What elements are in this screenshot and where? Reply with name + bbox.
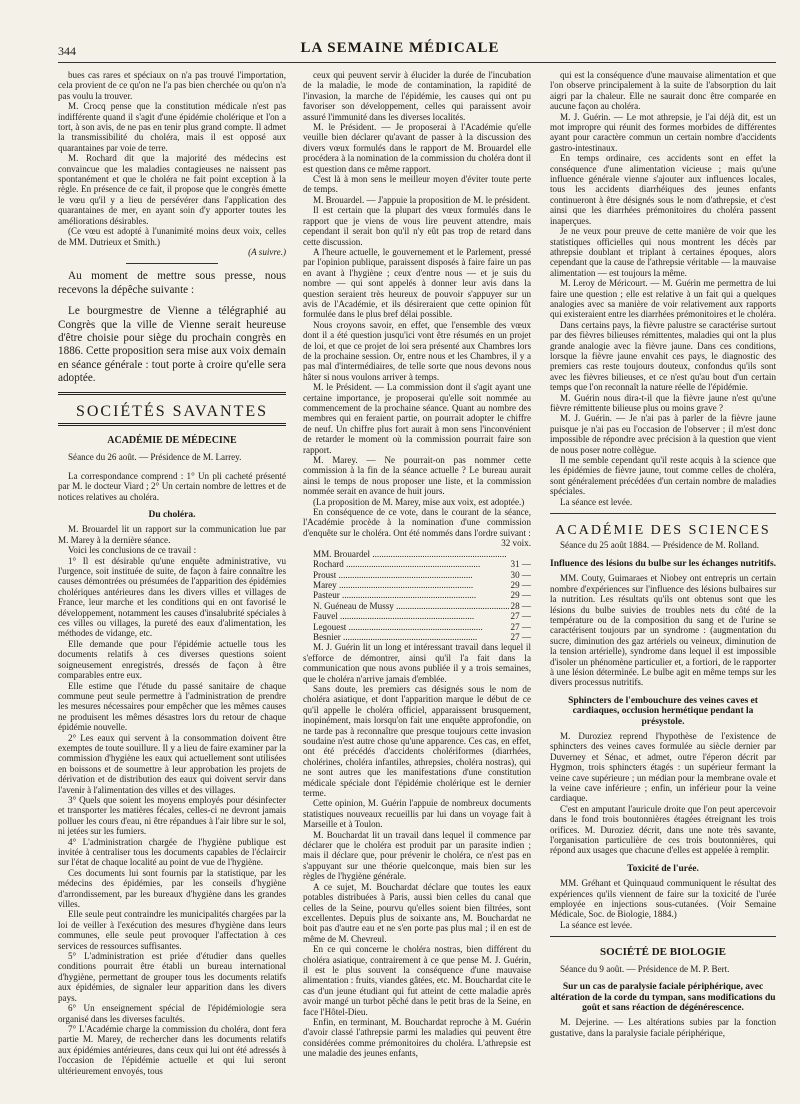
- vote-count: 27 —: [510, 621, 531, 632]
- paragraph: M. J. Guérin. — Le mot athrepsie, je l'ai déjà dit, est un mot impropre qui réunit des formes morbides de différentes ayant pour caractère commun un certain nombre d'accidents gastro-intestinaux.: [550, 111, 776, 153]
- paragraph: M. J. Guérin. — Je n'ai pas à parler de la fièvre jaune puisque je n'ai pas eu l'occasion de l'observer ; il m'est donc impossible de répondre avec précision à la question que vient de nous poser notre collègue.: [550, 413, 776, 455]
- journal-title: LA SEMAINE MÉDICALE: [300, 40, 500, 56]
- paragraph: La correspondance comprend : 1° Un pli cacheté présenté par M. le docteur Viard ; 2° Un certain nombre de lettres et de notices relatives au choléra.: [58, 470, 286, 502]
- vote-count: 31 —: [510, 559, 531, 570]
- paragraph: M. Dejerine. — Les altérations subies par la fonction gustative, dans la paralysie faciale périphérique,: [550, 1017, 776, 1038]
- paragraph: Elle seule peut contraindre les municipalités chargées par la loi de veiller à l'exécution des mesures d'hygiène dans leurs communes, elle seule peut provoquer l'affectation à ces services de ressources suffisantes.: [58, 909, 286, 951]
- paragraph: M. Brouardel. — J'appuie la proposition de M. le président.: [313, 194, 531, 205]
- paragraph: bues cas rares et spéciaux on n'a pas trouvé l'importation, cela provient de ce qu'on ne l'a pas bien cherchée ou qu'on n'a pas voulu la trouver.: [58, 70, 286, 101]
- paragraph: Elle estime que l'étude du passé sanitaire de chaque commune peut seule permettre à l'administration de prendre les mesures nécessaires pour empêcher que les mêmes causes ne produisent les mêmes désastres lors du retour de chaque épidémie nouvelle.: [58, 680, 286, 733]
- divider: [126, 263, 217, 264]
- paragraph: M. Brouardel lit un rapport sur la communication lue par M. Marey à la dernière séance.: [58, 524, 286, 545]
- paragraph: Il est certain que la plupart des vœux formulés dans le rapport que je viens de vous lire peuvent attendre, mais cependant il serait bon qu'il n'y eût pas trop de retard dans cette discussion.: [303, 205, 531, 247]
- vote-row: [303, 590, 531, 600]
- votes-header: 32 voix.: [501, 538, 531, 549]
- paragraph: Enfin, en terminant, M. Bouchardat reproche à M. Guérin d'avoir classé l'athrepsie parmi les maladies qui peuvent être considérées comme prémonitoires du choléra. L'athrepsie est une maladie des jeunes enfants,: [303, 1016, 531, 1059]
- paragraph: M. Leroy de Méricourt. — M. Guérin me permettra de lui faire une question ; elle est relative à un fait qui a quelques analogies avec sa manière de voir relativement aux rapports qui existeraient entre les diarrhées prémonitoires et le choléra.: [550, 278, 776, 320]
- paragraph: En temps ordinaire, ces accidents sont en effet la conséquence d'une alimentation vicieuse ; mais qu'une influence générale vienne s'ajouter aux influences locales, tous les accidents diarrhéiques des jeunes enfants continueront à être désignés sous le nom d'athrepsie, et c'est ainsi que les diarrhées prémonitoires du choléra passent inaperçues.: [550, 153, 776, 226]
- column-1: [58, 70, 286, 1090]
- divider: [550, 513, 776, 514]
- divider: [58, 423, 286, 426]
- divider: [550, 936, 776, 937]
- vote-row: [303, 549, 531, 559]
- paragraph: 1° Il est désirable qu'une enquête administrative, vu l'urgence, soit instituée de suite, de façon à faire connaître les causes démontrées ou présumées de l'apparition des épidémies cholériques antérieures dans les divers villes et villages de France, leur marche et les conditions qui en ont favorisé le développement, notamment les causes d'insalubrité spéciales à ces villes ou villages, la pureté des eaux d'alimentation, les méthodes de vidange, etc.: [58, 555, 286, 639]
- vote-row: [303, 611, 531, 621]
- session-line: Séance du 26 août. — Présidence de M. Larrey.: [68, 452, 242, 463]
- vote-name: MM. Brouardel .....: [313, 549, 529, 559]
- paragraph: A l'heure actuelle, le gouvernement et le Parlement, pressé par l'opinion publique, paraissent disposés à faire faire un pas en avant à l'hygiène ; ceux d'entre nous — et je suis du nombre — qui sont appelés à donner leur avis dans la question seraient très heureux de pouvoir s'appuyer sur un avis de l'Académie, et ils désireraient que cette opinion fût formulée dans le plus bref délai possible.: [303, 246, 531, 320]
- vote-row: [303, 570, 531, 580]
- divider: [58, 392, 286, 395]
- paragraph: Cette opinion, M. Guérin l'appuie de nombreux documents statistiques nouveaux recueillis par lui dans un voyage fait à Marseille et à Toulon.: [303, 798, 531, 830]
- subheading: Toxicité de l'urée.: [627, 863, 699, 874]
- vote-name: Rochard .....: [313, 559, 509, 569]
- vote-row: [303, 559, 531, 569]
- header-rule: [58, 62, 776, 63]
- column-2: [303, 70, 531, 1090]
- paragraph: C'est là à mon sens le meilleur moyen d'éviter toute perte de temps.: [303, 174, 531, 195]
- session-line: Séance du 25 août 1884. — Présidence de M. Rolland.: [560, 540, 760, 551]
- society-heading: SOCIÉTÉ DE BIOLOGIE: [600, 946, 726, 959]
- paragraph: 2° Les eaux qui servent à la consommation doivent être exemptes de toute souillure. Il y a lieu de faire examiner par la commission d'hygiène les eaux qui actuellement sont utilisées en boissons et de soumettre à leur approbation les projets de dérivation et de distribution des eaux qui doivent servir dans l'avenir à l'alimentation des villes et des villages.: [58, 732, 286, 795]
- vote-count: 27 —: [510, 631, 531, 642]
- vote-count: 30 —: [510, 569, 531, 580]
- paragraph: MM. Couty, Guimaraes et Niobey ont entrepris un certain nombre d'expériences sur l'influence des lésions bulbaires sur la nutrition. Les résultats qu'ils ont obtenus sont que les lésions du bulbe suivies de troubles nets du côté de la température ou de la composition du sang et de l'urine se caractérisent toujours par un syndrome : (augmentation du sucre, diminution des gaz artériels ou veineux, diminution de la tension artérielle), syndrome dans lequel il est impossible d'isoler un phénomène particulier et, a fortiori, de le rapporter à une lésion déterminée. Le bulbe agit en même temps sur les divers processus nutritifs.: [550, 573, 776, 688]
- vote-name: Legouest .....: [313, 622, 509, 632]
- paragraph: Je ne veux pour preuve de cette manière de voir que les statistiques officielles qui nous montrent les décès par athrepsie doublant et triplant à certaines époques, alors cependant que la cause de l'athrepsie véritable — la mauvaise alimentation — est toujours la même.: [550, 226, 776, 278]
- paragraph: Ces documents lui sont fournis par la statistique, par les médecins des épidémies, par les conseils d'hygiène d'arrondissement, par les bureaux d'hygiène dans les grandes villes.: [58, 867, 286, 910]
- vote-name: Proust .....: [313, 570, 509, 580]
- vote-row: [303, 580, 531, 590]
- paragraph: 7° L'Académie charge la commission du choléra, dont fera partie M. Marey, de rechercher dans les documents relatifs aux épidémies antérieures, dans ceux qui lui ont été adressés à l'occasion de l'épidémie actuelle et qui lui seront ultérieurement envoyés, tous: [58, 1023, 286, 1076]
- paragraph: La séance est levée.: [560, 496, 633, 507]
- vote-count: 27 —: [510, 611, 531, 622]
- news-dispatch: Le bourgmestre de Vienne a télégraphié au Congrès que la ville de Vienne serait heureuse d'être choisie pour siège du prochain congrès en 1886. Cette proposition sera mise aux voix demain en séance générale : tout porte à croire qu'elle sera adoptée.: [58, 305, 286, 385]
- paragraph: A ce sujet, M. Bouchardat déclare que toutes les eaux potables distribuées à Paris, aussi bien celles du canal que celles de la Seine, pourvu qu'elles soient bien filtrées, sont excellentes. Depuis plus de soixante ans, M. Bouchardat ne boit pas d'autre eau et ne s'en porte pas plus mal ; il en est de même de M. Chevreul.: [303, 881, 531, 944]
- paragraph: 4° L'administration chargée de l'hygiène publique est invitée à centraliser tous les documents capables de l'éclaircir sur l'état de chaque localité au point de vue de l'hygiène.: [58, 836, 286, 868]
- paragraph: M. Marey. — Ne pourrait-on pas nommer cette commission à la fin de la séance actuelle ? Le bureau aurait ainsi le temps de nous proposer une liste, et la commission nommée serait en avance de huit jours.: [303, 455, 531, 497]
- vote-name: Pasteur .....: [313, 590, 509, 600]
- paragraph: Il me semble cependant qu'il reste acquis à la science que les épidémies de fièvre jaune, tout comme celles de choléra, sont généralement précédées d'un certain nombre de maladies spéciales.: [550, 455, 776, 497]
- paragraph: Sans doute, les premiers cas désignés sous le nom de choléra asiatique, et dont l'apparition marque le début de ce qu'il appelle le choléra officiel, apparaissent brusquement, inopinément, mais lorsqu'on fait une enquête approfondie, on ne tarde pas à reconnaître que presque toujours cette invasion soudaine n'est autre chose qu'une apparence. Ces cas, en effet, ont été précédés d'accidents cholériformes (diarrhées, cholérines, choléra infantiles, athrepsies, choléra nostras), qui ne sont autres que les manifestations d'une constitution médicale spéciale dont l'épidémie cholérique est le dernier terme.: [303, 683, 531, 799]
- paragraph: La séance est levée.: [560, 919, 633, 930]
- subheading: Du choléra.: [148, 510, 196, 520]
- column-3: [550, 70, 776, 1090]
- paragraph: Dans certains pays, la fièvre palustre se caractérise surtout par des fièvres bilieuses rémittentes, maladies qui ont la plus grande analogie avec la fièvre jaune. Dans ces conditions, lorsque la fièvre jaune envahit ces pays, le diagnostic des premiers cas reste toujours douteux, confondus qu'ils sont avec les fièvres bilieuses, et ce n'est qu'au bout d'un certain temps que l'on reconnaît la nature réelle de l'épidémie.: [550, 319, 776, 393]
- vote-name: Marey .....: [313, 580, 509, 590]
- vote-row: [303, 601, 531, 611]
- paragraph: M. le Président. — La commission dont il s'agit ayant une certaine importance, je proposerai qu'elle soit nommée au commencement de la prochaine séance. Quant au nombre des membres qui en feraient partie, on pourrait adopter le chiffre de neuf. Un chiffre plus fort aurait à mon sens l'inconvénient de retarder le moment où la commission pourrait faire son rapport.: [303, 382, 531, 455]
- paragraph: M. Bouchardat lit un travail dans lequel il commence par déclarer que le choléra est produit par un parasite indien ; mais il déclare que, pour prévenir le choléra, ce n'est pas en s'appuyant sur une théorie quelconque, mais bien sur les règles de l'hygiène générale.: [303, 829, 531, 882]
- vote-count: [529, 549, 531, 559]
- vote-row: [303, 632, 531, 642]
- paragraph: (La proposition de M. Marey, mise aux voix, est adoptée.): [313, 496, 525, 507]
- academy-heading: ACADÉMIE DES SCIENCES: [555, 523, 771, 539]
- academy-heading: ACADÉMIE DE MÉDECINE: [107, 434, 237, 446]
- paragraph: M. Crocq pense que la constitution médicale n'est pas indifférente quand il s'agit d'une épidémie cholérique et l'on a tort, à son avis, de ne pas en tenir plus grand compte. Il admet la transmissibilité du choléra, mais il est opposé aux quarantaines par voie de terre.: [58, 101, 286, 153]
- paragraph: 5° L'administration est priée d'étudier dans quelles conditions pourrait être établi un bureau international d'hygiène, permettant de grouper tous les documents relatifs aux épidémies, de signaler leur apparition dans les divers pays.: [58, 951, 286, 1003]
- section-title: SOCIÉTÉS SAVANTES: [75, 402, 269, 420]
- paragraph: ceux qui peuvent servir à élucider la durée de l'incubation de la maladie, le mode de contamination, la rapidité de l'invasion, la marche de l'épidémie, les causes qui ont pu favoriser son développement, celles qui paraissent avoir assuré l'immunité dans les diverses localités.: [303, 70, 531, 122]
- subheading: Influence des lésions du bulbe sur les échanges nutritifs.: [550, 558, 776, 569]
- vote-row: [303, 622, 531, 632]
- news-intro: Au moment de mettre sous presse, nous recevons la dépêche suivante :: [58, 270, 286, 296]
- paragraph: MM. Gréhant et Quinquaud communiquent le résultat des expériences qu'ils viennent de faire sur la toxicité de l'urée employée en injections sous-cutanées. (Voir Semaine Médicale, Soc. de Biologie, 1884.): [550, 878, 776, 920]
- subheading: Sur un cas de paralysie faciale périphérique, avec altération de la corde du tympan, sans modifications du goût et sans réaction de dégénérescence.: [550, 982, 776, 1013]
- paragraph: 6° Un enseignement spécial de l'épidémiologie sera organisé dans les diverses facultés.: [58, 1003, 286, 1024]
- paragraph: Voici les conclusions de ce travail :: [68, 545, 197, 556]
- paragraph: M. Duroziez reprend l'hypothèse de l'existence de sphincters des veines caves formulée au siècle dernier par Duverney et Sénac, et admet, outre l'éperon décrit par Hygmon, trois sphincters étagés : un supérieur fermant la veine cave supérieure ; un médian pour la membrane ovale et la veine cave inférieure ; enfin, un inférieur pour la veine cardiaque.: [550, 730, 776, 804]
- vote-count: 29 —: [510, 590, 531, 601]
- vote-list: [303, 549, 531, 643]
- paragraph: Nous croyons savoir, en effet, que l'ensemble des vœux dont il a été question jusqu'ici vont être résumés en un projet de loi, et que ce projet de loi sera présenté aux Chambres lors de la prochaine session. Or, entre nous et les Chambres, il y a pas mal d'intermédiaires, de telle sorte que nous devons nous hâter si nous voulons arriver à temps.: [303, 319, 531, 382]
- paragraph: 3° Quels que soient les moyens employés pour désinfecter et transporter les matières fécales, celles-ci ne devront jamais polluer les cours d'eau, ni être répandues à l'air libre sur le sol, ni jetées sur les fumiers.: [58, 794, 286, 837]
- vote-count: 29 —: [510, 579, 531, 590]
- paragraph: qui est la conséquence d'une mauvaise alimentation et que l'on observe principalement à la suite de l'absorption du lait aigri par la chaleur. Elle ne saurait donc être comparée en aucune façon au choléra.: [550, 70, 776, 112]
- subheading: Sphincters de l'embouchure des veines caves et cardiaques, occlusion hermétique pendant la présystole.: [568, 695, 758, 727]
- to-be-continued: (A suivre.): [248, 246, 286, 257]
- session-line: Séance du 9 août. — Présidence de M. P. Bert.: [560, 963, 730, 974]
- paragraph: En conséquence de ce vote, dans le courant de la séance, l'Académie procède à la nomination d'une commission d'enquête sur le choléra. Ont été nommés dans l'ordre suivant :: [303, 507, 531, 538]
- vote-name: Besnier .....: [313, 632, 509, 642]
- paragraph: En ce qui concerne le choléra nostras, bien différent du choléra asiatique, contrairement à ce que pense M. J. Guérin, il est le plus souvent la conséquence d'une mauvaise alimentation : fruits, viandes gâtées, etc. M. Bouchardat cite le cas d'un jeune étudiant qui fut atteint de cette maladie après avoir mangé un turbot pêché dans le petit bras de la Seine, en face l'Hôtel-Dieu.: [303, 944, 531, 1017]
- paragraph: Elle demande que pour l'épidémie actuelle tous les documents relatifs à ces diverses questions soient soigneusement enregistrés, dressés de façon à être comparables entre eux.: [58, 638, 286, 681]
- vote-name: Fauvel .....: [313, 611, 509, 621]
- page-number: 344: [58, 44, 76, 58]
- paragraph: M. Guérin nous dira-t-il que la fièvre jaune n'est qu'une fièvre rémittente bilieuse plus ou moins grave ?: [550, 392, 776, 413]
- paragraph: (Ce vœu est adopté à l'unanimité moins deux voix, celles de MM. Dutrieux et Smith.): [58, 226, 286, 247]
- vote-name: N. Guéneau de Mussy .....: [313, 601, 509, 611]
- vote-count: 28 —: [510, 600, 531, 611]
- paragraph: M. J. Guérin lit un long et intéressant travail dans lequel il s'efforce de démontrer, ainsi qu'il l'a fait dans la communication que nous avons publiée il y a trois semaines, que le choléra n'arrive jamais d'emblée.: [303, 642, 531, 684]
- paragraph: M. Rochard dit que la majorité des médecins est convaincue que les maladies contagieuses ne naissent pas spontanément et que le choléra ne fait point exception à la règle. En présence de ce fait, il propose que le congrès émette le vœu qu'il y a lieu de persévérer dans l'application des quarantaines de mer, en ayant soin d'y apporter toutes les améliorations désirables.: [58, 153, 286, 226]
- paragraph: C'est en amputant l'auricule droite que l'on peut apercevoir dans le fond trois boutonnières étagées étreignant les trois orifices. M. Duroziez décrit, dans une note très savante, l'organisation particulière de ces trois boutonnières, qui répond aux usages que chacune d'elles est appelée à remplir.: [550, 803, 776, 856]
- paragraph: M. le Président. — Je proposerai à l'Académie qu'elle veuille bien déclarer qu'avant de passer à la discussion des divers vœux formulés dans le rapport de M. Brouardel elle procédera à la nomination de la commission du choléra dont il est question dans ce même rapport.: [303, 122, 531, 174]
